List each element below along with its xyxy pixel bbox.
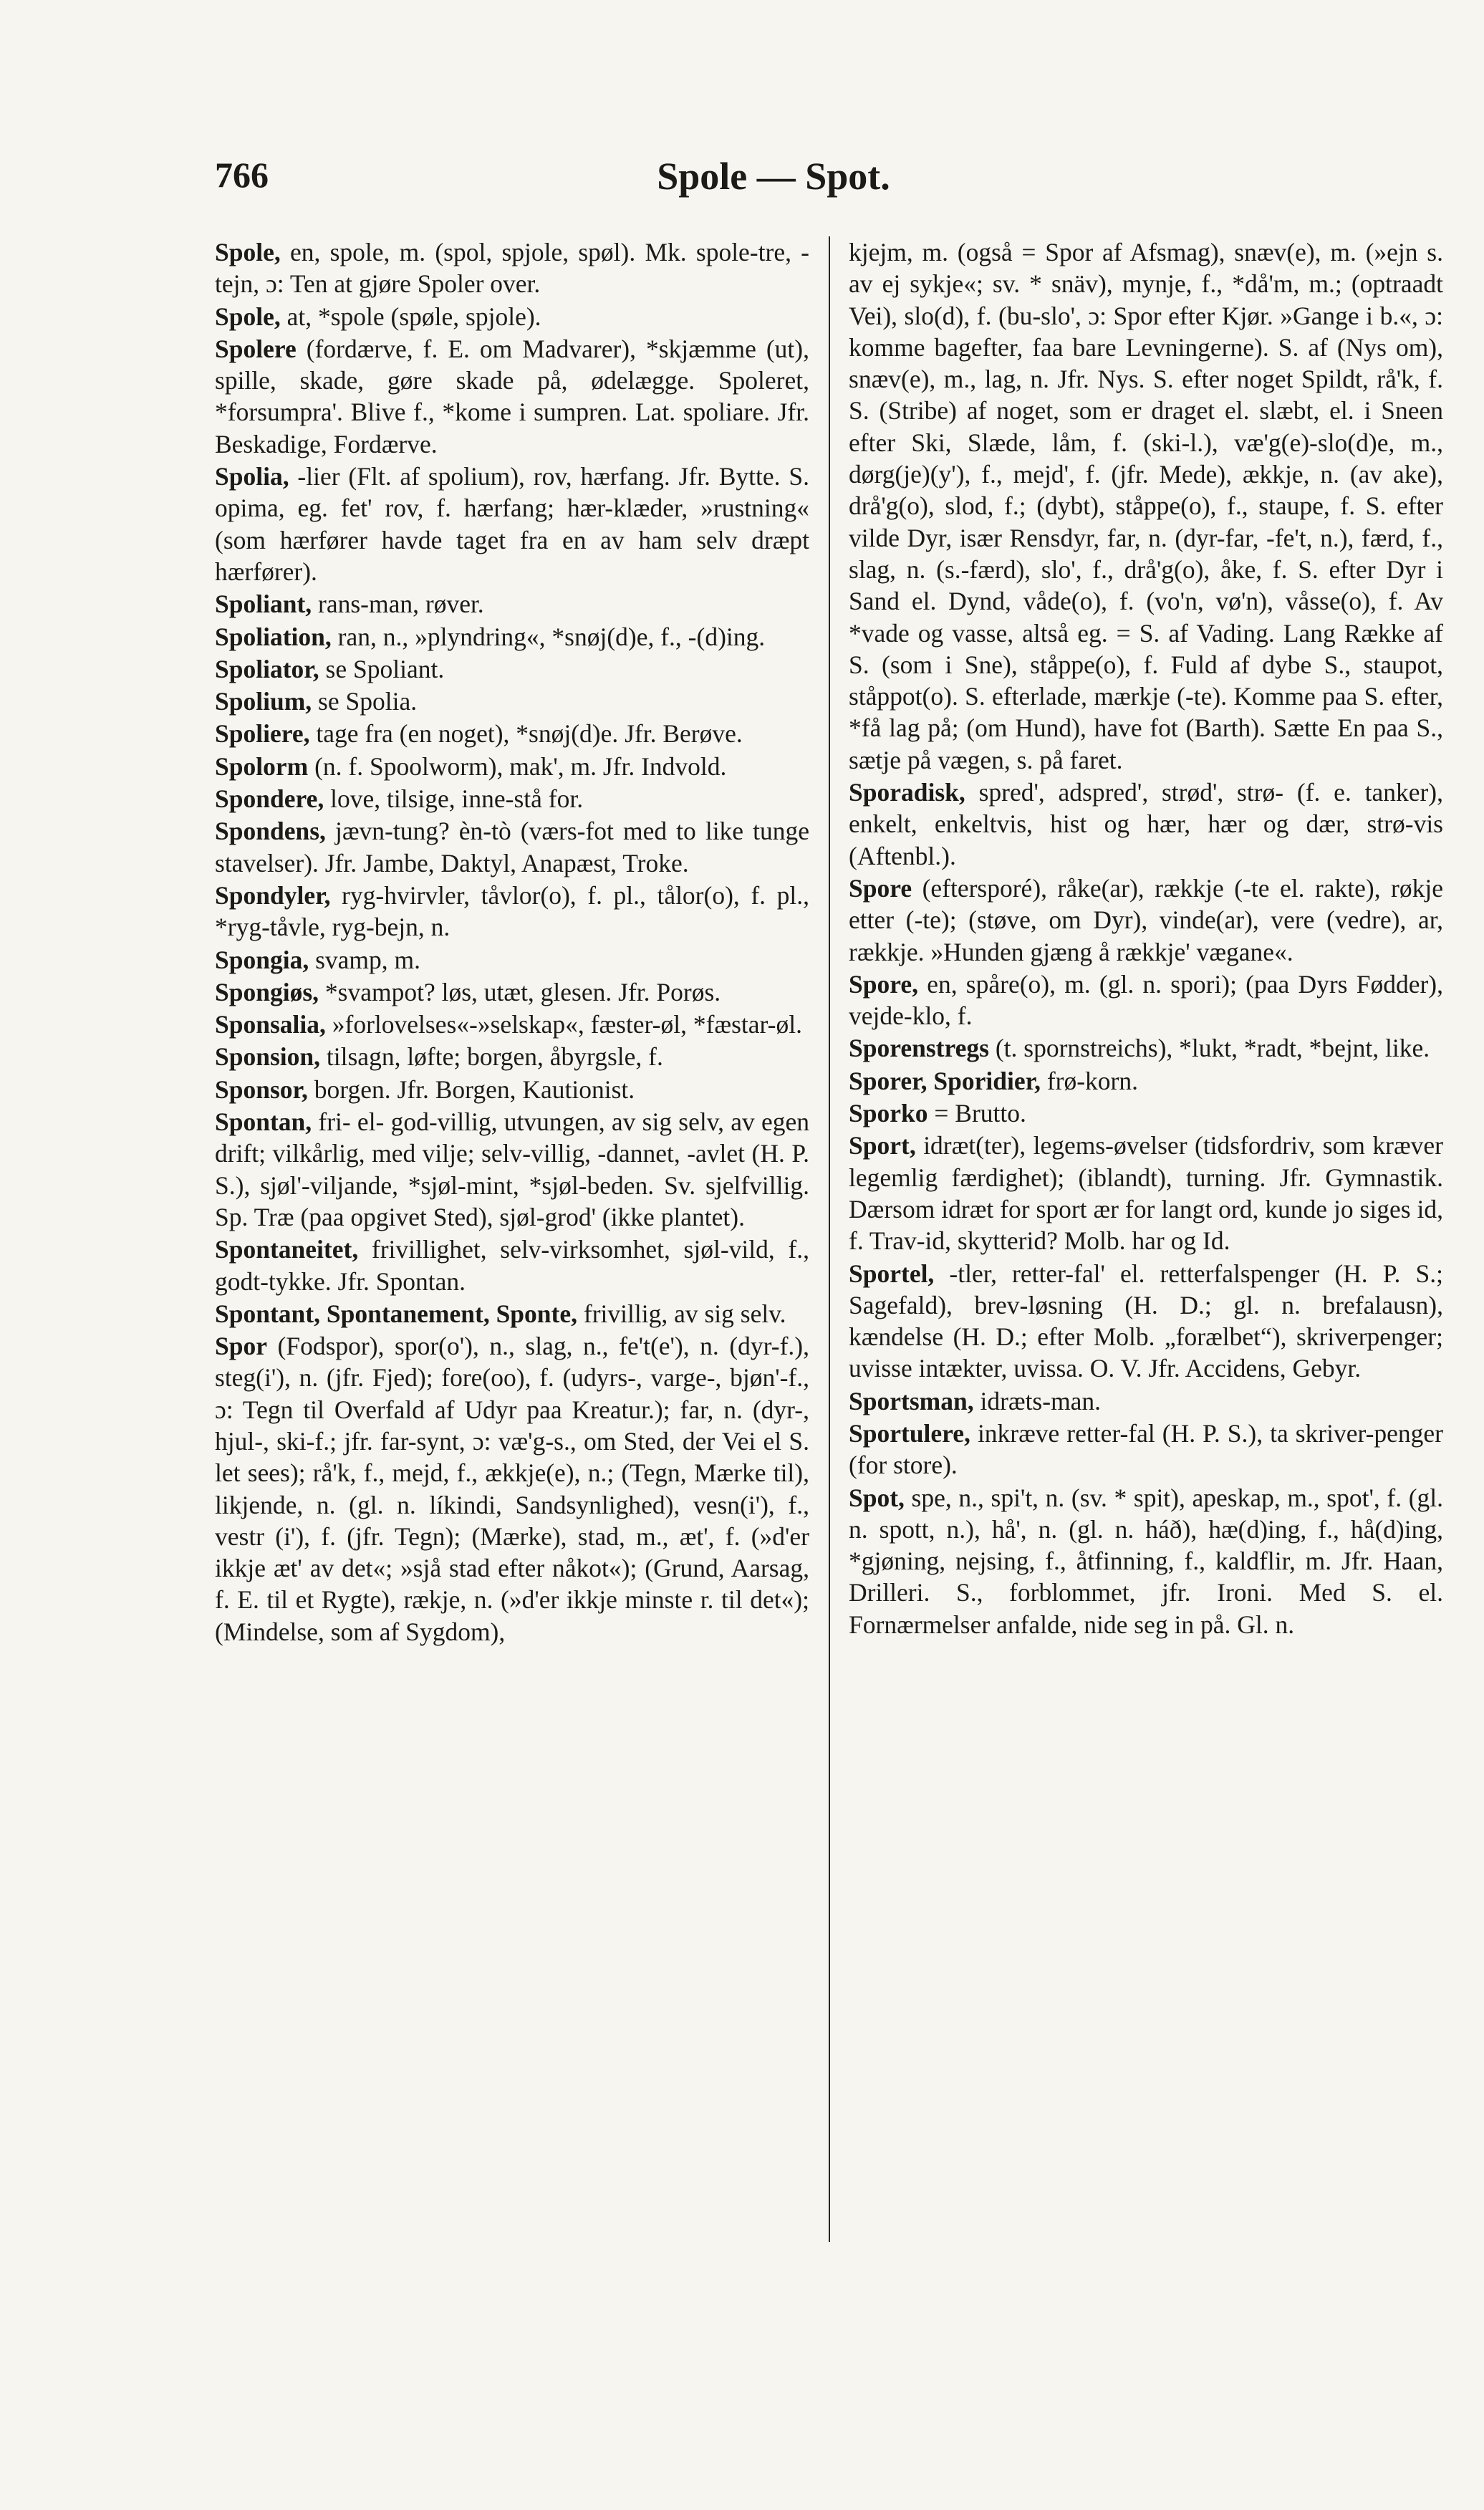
page-number: 766 xyxy=(215,155,269,195)
entry-definition: *svampot? løs, utæt, glesen. Jfr. Porøs. xyxy=(319,977,721,1006)
entry-headword: Spongia, xyxy=(215,945,309,974)
entry-definition: rans-man, røver. xyxy=(312,590,484,619)
dictionary-entry xyxy=(849,872,1443,968)
entry-headword: Spole, xyxy=(215,238,281,266)
dictionary-entry xyxy=(215,301,809,332)
entry-headword: Spondens, xyxy=(215,817,326,846)
entry-headword: Sponsor, xyxy=(215,1074,308,1104)
column-divider xyxy=(829,236,830,2242)
entry-definition: idræts-man. xyxy=(973,1386,1102,1415)
entry-headword: Spore xyxy=(849,873,912,903)
dictionary-entry xyxy=(215,718,809,749)
dictionary-entry xyxy=(215,1298,809,1329)
entry-headword: Sportulere, xyxy=(849,1418,970,1448)
entry-definition: tage fra (en noget), *snøj(d)e. Jfr. Berøve. xyxy=(309,719,743,749)
entry-headword: Spor xyxy=(215,1332,267,1361)
entry-headword: Spongiøs, xyxy=(215,977,319,1006)
dictionary-entry xyxy=(215,976,809,1008)
entry-headword: Spolere xyxy=(215,334,297,363)
entry-definition: (Fodspor), spor(o'), n., slag, n., fe't(e'), n. (dyr-f.), steg(i'), n. (jfr. Fjed); fore(oo), f. (udyrs-, varge-, bjøn'-f., ɔ: Tegn til Overfald af Udyr paa Kreatur.); far, n. (dyr-, hjul-, ski-f.; jfr. far-synt, ɔ: væ'g-s., om Sted, der Vei el S. let sees); rå'k, f., mejd, f., ækkje(e), n.; (Tegn, Mærke til), likjende, n. (gl. n. líkindi, Sandsynlighed), vesn(i'), f., vestr (i'), f. (jfr. Tegn); (Mærke), stad, m., æt', f. (»d'er ikkje æt' av det«; »sjå stad efter nåkot«); (Grund, Aarsag, f. E. til et Rygte), rækje, n. (»d'er ikkje minste r. til det«); (Mindelse, som af Sygdom), xyxy=(215,1332,809,1646)
entry-definition: borgen. Jfr. Borgen, Kautionist. xyxy=(307,1074,635,1104)
entry-headword: Sportsman, xyxy=(849,1386,974,1415)
entry-headword: Spoliator, xyxy=(215,654,319,683)
entry-headword: Spoliation, xyxy=(215,622,332,651)
entry-headword: Spoliant, xyxy=(215,590,312,619)
entry-headword: Sporer, Sporidier, xyxy=(849,1066,1041,1095)
entry-definition: frivillig, av sig selv. xyxy=(577,1299,786,1328)
dictionary-entry xyxy=(215,588,809,620)
dictionary-entry xyxy=(215,751,809,782)
entry-headword: Spolorm xyxy=(215,751,309,781)
dictionary-entry xyxy=(215,880,809,943)
entry-definition: idræt(ter), legems-øvelser (tidsfordriv, som kræver legemlig færdighet); (iblandt), turning. Jfr. Gymnastik. Dærsom idræt for sport ær for langt ord, kunde jo siges id, f. Trav-id, skytterid? Molb. har og Id. xyxy=(849,1131,1443,1256)
dictionary-entry xyxy=(849,1097,1443,1129)
entry-headword: Sporadisk, xyxy=(849,778,965,807)
entry-definition: »forlovelses«-»selskap«, fæster-øl, *fæstar-øl. xyxy=(325,1010,802,1039)
dictionary-entry xyxy=(215,621,809,653)
dictionary-entry xyxy=(215,815,809,879)
entry-definition: jævn-tung? èn-tò (værs-fot med to like tunge stavelser). Jfr. Jambe, Daktyl, Anapæst, Troke. xyxy=(215,817,809,877)
dictionary-entry xyxy=(215,1234,809,1297)
right-column xyxy=(849,236,1443,2471)
entry-headword: Spolia, xyxy=(215,462,289,491)
entry-headword: Spolium, xyxy=(215,687,312,716)
entry-definition: ryg-hvirvler, tåvlor(o), f. pl., tålor(o), f. pl., *ryg-tåvle, ryg-bejn, n. xyxy=(215,880,809,942)
entry-definition: en, spåre(o), m. (gl. n. spori); (paa Dyrs Fødder), vejde-klo, f. xyxy=(849,969,1443,1031)
entry-definition: (n. f. Spoolworm), mak', m. Jfr. Indvold. xyxy=(308,751,727,781)
entry-headword: Sponsalia, xyxy=(215,1010,326,1039)
entry-headword: Spore, xyxy=(849,969,918,999)
entry-definition: en, spole, m. (spol, spjole, spøl). Mk. spole-tre, -tejn, ɔ: Ten at gjøre Spoler over. xyxy=(215,238,809,299)
dictionary-entry xyxy=(849,236,1443,776)
dictionary-entry xyxy=(215,1106,809,1233)
dictionary-entry xyxy=(849,1482,1443,1640)
dictionary-entry xyxy=(215,333,809,460)
entry-definition: love, tilsige, inne-stå for. xyxy=(324,784,584,814)
dictionary-entry xyxy=(215,944,809,976)
dictionary-entry xyxy=(215,236,809,300)
entry-definition: -lier (Flt. af spolium), rov, hærfang. Jfr. Bytte. S. opima, eg. fet' rov, f. hærfang; hær-klæder, »rustning« (som hærfører havde taget fra en av ham selv dræpt hærfører). xyxy=(215,462,809,586)
entry-headword: Sportel, xyxy=(849,1259,935,1288)
dictionary-entry xyxy=(849,1032,1443,1064)
entry-definition: at, *spole (spøle, spjole). xyxy=(280,302,541,331)
dictionary-entry xyxy=(215,653,809,685)
entry-definition: (t. spornstreichs), *lukt, *radt, *bejnt, like. xyxy=(988,1034,1430,1063)
entry-definition: -tler, retter-fal' el. retterfalspenger (H. P. S.; Sagefald), brev-løsning (H. D.; gl. n. brefalausn), kændelse (H. D.; efter Molb. „forælbet“), skriverpenger; uvisse intækter, uvissa. O. V. Jfr. Accidens, Gebyr. xyxy=(849,1259,1443,1383)
entry-definition: se Spoliant. xyxy=(319,654,445,683)
entry-definition: frivillighet, selv-virksomhet, sjøl-vild, f., godt-tykke. Jfr. Spontan. xyxy=(215,1235,809,1296)
entry-definition: tilsagn, løfte; borgen, åbyrgsle, f. xyxy=(320,1042,663,1072)
dictionary-entry xyxy=(215,461,809,587)
dictionary-entry xyxy=(215,686,809,717)
dictionary-entry xyxy=(849,1130,1443,1256)
entry-headword: Spondyler, xyxy=(215,880,331,910)
entry-definition: svamp, m. xyxy=(309,945,421,974)
entry-definition: ran, n., »plyndring«, *snøj(d)e, f., -(d)ing. xyxy=(331,622,766,651)
dictionary-entry xyxy=(849,776,1443,872)
dictionary-entry xyxy=(215,1330,809,1648)
entry-headword: Sponsion, xyxy=(215,1042,321,1072)
entry-definition: se Spolia. xyxy=(312,687,418,716)
dictionary-entry xyxy=(849,1385,1443,1417)
entry-headword: Spole, xyxy=(215,302,281,331)
entry-headword: Spontant, Spontanement, Sponte, xyxy=(215,1299,577,1328)
entry-definition: inkræve retter-fal (H. P. S.), ta skriver-penger (for store). xyxy=(849,1418,1443,1480)
entry-definition: fri- el- god-villig, utvungen, av sig selv, av egen drift; vilkårlig, med vilje; selv-villig, -dannet, -avlet (H. P. S.), sjøl'-viljande, *sjøl-mint, *sjøl-beden. Sv. sjelfvillig. Sp. Træ (paa opgivet Sted), sjøl-grod' (ikke plantet). xyxy=(215,1107,809,1231)
dictionary-entry xyxy=(215,1041,809,1072)
running-head: Spole — Spot. xyxy=(657,155,890,198)
entry-headword: Spontaneitet, xyxy=(215,1235,359,1264)
entry-headword: Sport, xyxy=(849,1131,916,1160)
entry-headword: Sporenstregs xyxy=(849,1034,989,1063)
entry-headword: Spondere, xyxy=(215,784,324,814)
entry-definition: kjejm, m. (også = Spor af Afsmag), snæv(e), m. (»ejn s. av ej sykje«; sv. * snäv), mynje, f., *då'm, m.; (optraadt Vei), slo(d), f. (bu-slo', ɔ: Spor efter Kjør. »Gange i b.«, ɔ: komme bagefter, faa bare Levningerne). S. af (Nys om), snæv(e), m., lag, n. Jfr. Nys. S. efter noget Spildt, rå'k, f. S. (Stribe) af noget, som er draget el. slæbt, el. i Sneen efter Ski, Slæde, låm, f. (ski-l.), væ'g(e)-slo(d)e, m., dørg(je)(y'), f., mejd', f. (jfr. Mede), ækkje, n. (av ake), drå'g(o), slod, f.; (dybt), ståppe(o), f., staupe, f. S. efter vilde Dyr, især Rensdyr, far, n. (dyr-far, -fe't, n.), færd, f., slag, n. (s.-færd), slo', f., drå'g(o), åke, f. S. efter Dyr i Sand el. Dynd, våde(o), f. (vo'n, vø'n), våsse(o), f. Av *vade og vasse, altså eg. = S. af Vading. Lang Række af S. (som i Sne), ståppe(o), f. Fuld af dybe S., staupot, ståppot(o). S. efterlade, mærkje (-te). Komme paa S. efter, *få lag på; (om Hund), have fot (Barth). Sætte En paa S., sætje på vægen, s. på faret. xyxy=(849,238,1443,774)
entry-definition: frø-korn. xyxy=(1040,1066,1138,1095)
dictionary-entry xyxy=(849,1258,1443,1385)
dictionary-entry xyxy=(215,1009,809,1040)
entry-headword: Spontan, xyxy=(215,1107,312,1137)
dictionary-entry xyxy=(849,1065,1443,1097)
entry-definition: spred', adspred', strød', strø- (f. e. tanker), enkelt, enkeltvis, hist og hær, hær og dær, strø-vis (Aftenbl.). xyxy=(849,778,1443,870)
entry-definition: (eftersporé), råke(ar), rækkje (-te el. rakte), røkje etter (-te); (støve, om Dyr), vinde(ar), vere (vedre), ar, rækkje. »Hunden gjæng å rækkje' vægane«. xyxy=(849,873,1443,966)
dictionary-entry xyxy=(849,968,1443,1032)
dictionary-entry xyxy=(215,783,809,814)
dictionary-entry xyxy=(849,1418,1443,1481)
page-header xyxy=(215,154,1332,204)
entry-definition: (fordærve, f. E. om Madvarer), *skjæmme (ut), spille, skade, gøre skade på, ødelægge. Spoleret, *forsumpra'. Blive f., *kome i sumpren. Lat. spoliare. Jfr. Beskadige, Fordærve. xyxy=(215,334,809,458)
entry-definition: spe, n., spi't, n. (sv. * spit), apeskap, m., spot', f. (gl. n. spott, n.), hå', n. (gl. n. háð), hæ(d)ing, f., hå(d)ing, *gjøning, nejsing, f., åtfinning, f., kaldflir, m. Jfr. Haan, Drilleri. S., forblommet, jfr. Ironi. Med S. el. Fornærmelser anfalde, nide seg in på. Gl. n. xyxy=(849,1483,1443,1639)
entry-headword: Sporko xyxy=(849,1099,928,1128)
left-column xyxy=(215,236,809,2471)
entry-headword: Spot, xyxy=(849,1483,905,1512)
entry-headword: Spoliere, xyxy=(215,719,310,749)
dictionary-entry xyxy=(215,1074,809,1105)
entry-definition: = Brutto. xyxy=(928,1099,1026,1128)
